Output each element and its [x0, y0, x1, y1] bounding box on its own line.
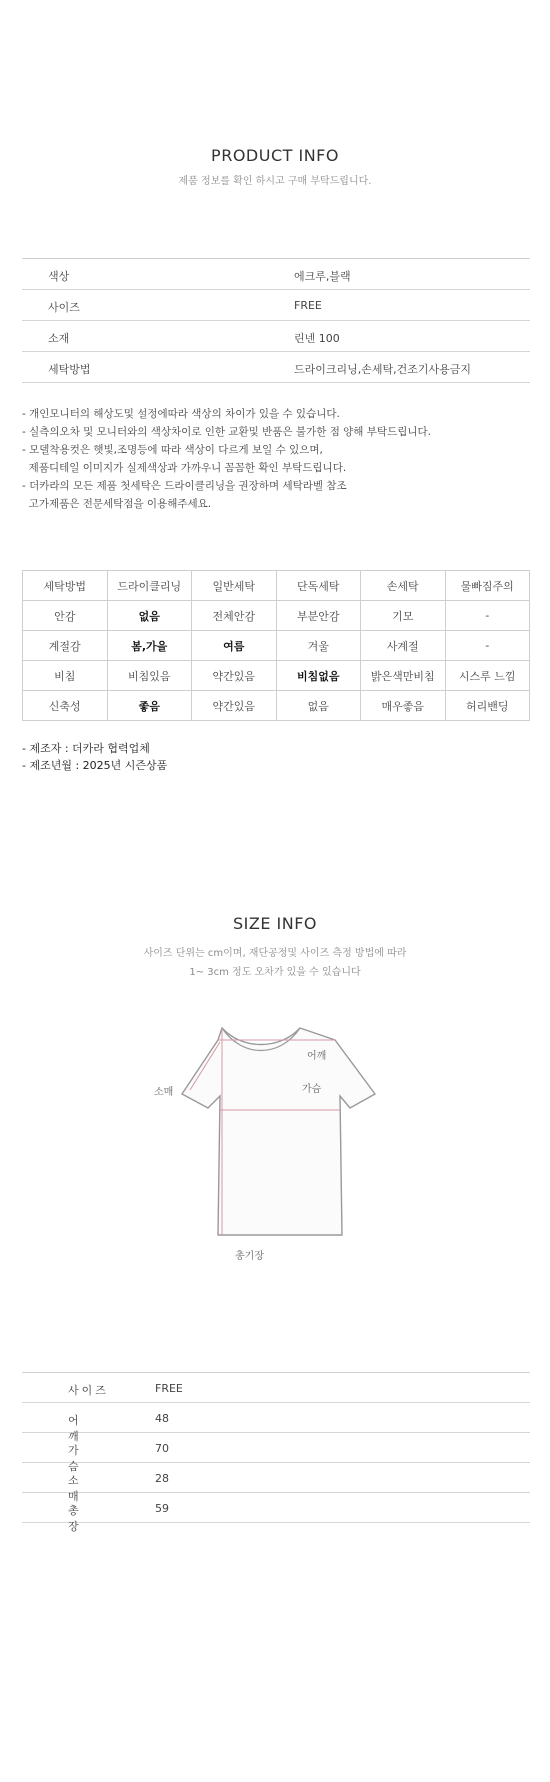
- grid-cell-selected: 없음: [107, 601, 192, 631]
- shoulder-label: 어깨: [307, 1051, 327, 1062]
- size-table: [22, 1372, 530, 1533]
- grid-cell: 손세탁: [361, 571, 446, 601]
- product-info-row-size: [22, 290, 530, 321]
- notice-list: [22, 405, 431, 513]
- grid-cell: 없음: [276, 691, 361, 721]
- product-info-row-color: [22, 259, 530, 290]
- grid-cell: 물빠짐주의: [445, 571, 530, 601]
- grid-cell: 단독세탁: [276, 571, 361, 601]
- size-row-value: FREE: [155, 1382, 183, 1395]
- sleeve-label: 소매: [154, 1087, 174, 1098]
- size-row: [22, 1403, 530, 1443]
- size-row: [22, 1493, 530, 1533]
- tshirt-outline: [182, 1028, 375, 1235]
- product-info-row-washing: [22, 352, 530, 383]
- grid-row: [23, 661, 530, 691]
- size-row-label: 소매: [68, 1474, 99, 1503]
- grid-cell: 일반세탁: [192, 571, 277, 601]
- row-value: 린넨 100: [294, 332, 340, 345]
- row-value: 드라이크리닝,손세탁,건조기사용금지: [294, 363, 472, 376]
- notice-line: - 실측의오차 및 모니터와의 색상차이로 인한 교환및 반품은 불가한 점 양해 부탁드립니다.: [22, 426, 431, 438]
- grid-cell-selected: 봄,가을: [107, 631, 192, 661]
- manufacturer-text: - 제조자 : 더카라 협력업체: [22, 742, 150, 755]
- grid-cell: 약간있음: [192, 691, 277, 721]
- grid-cell: 기모: [361, 601, 446, 631]
- notice-line: 고가제품은 전문세탁점을 이용해주세요.: [22, 498, 212, 510]
- grid-cell-selected: 여름: [192, 631, 277, 661]
- size-info-title: SIZE INFO: [232, 914, 317, 933]
- notice-line: - 모델착용컷은 햇빛,조명등에 따라 색상이 다르게 보일 수 있으며,: [22, 444, 323, 456]
- product-info-subtitle: 제품 정보를 확인 하시고 구매 부탁드립니다.: [178, 176, 372, 187]
- notice-line: - 개인모니터의 해상도및 설정에따라 색상의 차이가 있을 수 있습니다.: [22, 408, 340, 420]
- length-label: 총기장: [235, 1251, 264, 1262]
- grid-cell: 신축성: [23, 691, 108, 721]
- maker-info: [22, 740, 167, 774]
- grid-cell: 겨울: [276, 631, 361, 661]
- product-info-table: [22, 258, 530, 383]
- size-row: [22, 1463, 530, 1503]
- size-row-value: 28: [155, 1472, 169, 1485]
- grid-cell: 허리밴딩: [445, 691, 530, 721]
- notice-line: - 더카라의 모든 제품 첫세탁은 드라이클리닝을 권장하며 세탁라벨 참조: [22, 480, 347, 492]
- size-row: [22, 1433, 530, 1473]
- size-row-value: 59: [155, 1502, 169, 1515]
- size-row-value: 70: [155, 1442, 169, 1455]
- grid-row: [23, 631, 530, 661]
- grid-cell: 전체안감: [192, 601, 277, 631]
- row-label: 색상: [48, 270, 70, 283]
- size-info-subtitle-line1: 사이즈 단위는 cm이며, 재단공정및 사이즈 측정 방법에 따라: [143, 948, 407, 959]
- size-row-label: 가슴: [68, 1444, 99, 1473]
- grid-cell: 약간있음: [192, 661, 277, 691]
- grid-cell: 안감: [23, 601, 108, 631]
- size-info-subtitle-line2: 1~ 3cm 정도 오차가 있을 수 있습니다: [189, 967, 361, 978]
- grid-cell-selected: 좋음: [107, 691, 192, 721]
- grid-cell: 사계절: [361, 631, 446, 661]
- grid-cell: 매우좋음: [361, 691, 446, 721]
- size-row: [22, 1373, 530, 1403]
- size-row-label: 어깨: [68, 1414, 99, 1443]
- grid-cell: -: [445, 601, 530, 631]
- row-value: FREE: [294, 299, 322, 312]
- grid-cell: -: [445, 631, 530, 661]
- size-row-value: 48: [155, 1412, 169, 1425]
- property-grid: [22, 570, 530, 721]
- tshirt-diagram: [150, 1020, 390, 1260]
- row-label: 세탁방법: [48, 363, 91, 376]
- chest-label: 가슴: [302, 1084, 322, 1095]
- product-info-title: PRODUCT INFO: [211, 146, 339, 165]
- grid-cell: 부분안감: [276, 601, 361, 631]
- size-row-label: 사이즈: [68, 1384, 109, 1397]
- grid-cell: 세탁방법: [23, 571, 108, 601]
- row-label: 소재: [48, 332, 70, 345]
- size-row-label: 총장: [68, 1504, 99, 1533]
- product-info-row-material: [22, 321, 530, 352]
- grid-cell: 드라이클리닝: [107, 571, 192, 601]
- grid-cell-selected: 비침없음: [276, 661, 361, 691]
- grid-cell: 계절감: [23, 631, 108, 661]
- grid-row: [23, 601, 530, 631]
- grid-cell: 비침: [23, 661, 108, 691]
- grid-cell: 시스루 느낌: [445, 661, 530, 691]
- manufacture-date-text: - 제조년월 : 2025년 시즌상품: [22, 759, 168, 772]
- grid-row: [23, 691, 530, 721]
- row-value: 에크루,블랙: [294, 270, 351, 283]
- row-label: 사이즈: [48, 301, 80, 314]
- grid-cell: 밝은색만비침: [361, 661, 446, 691]
- notice-line: 제품디테일 이미지가 실제색상과 가까우니 꼼꼼한 확인 부탁드립니다.: [22, 462, 347, 474]
- grid-cell: 비침있음: [107, 661, 192, 691]
- grid-row: [23, 571, 530, 601]
